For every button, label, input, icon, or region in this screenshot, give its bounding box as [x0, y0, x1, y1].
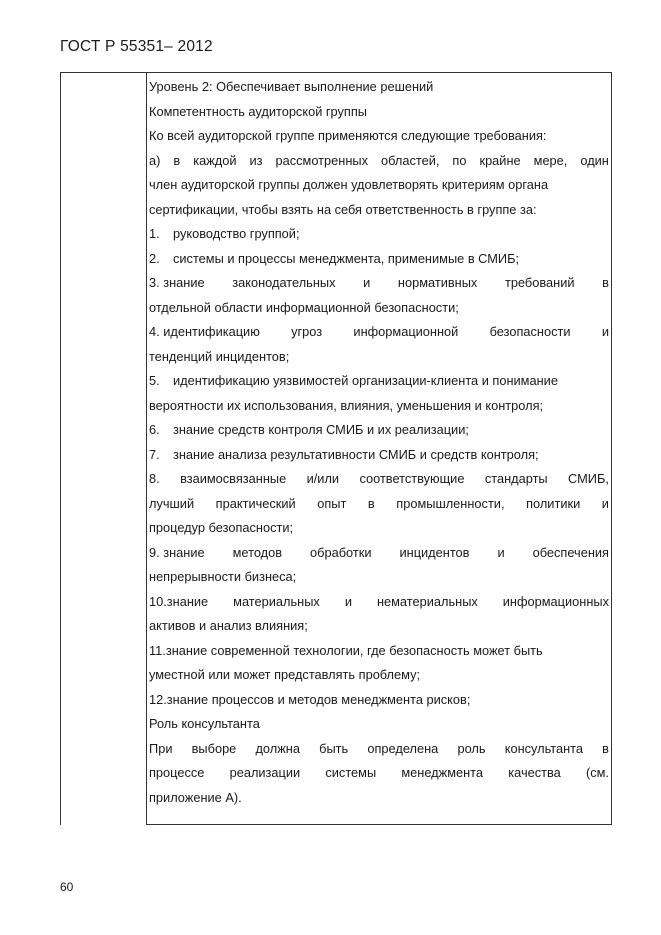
page-number: 60 [60, 880, 74, 894]
word: и [344, 593, 352, 609]
text-line: Компетентность аудиторской группы [149, 103, 367, 119]
list-item-text: системы и процессы менеджмента, применимые в СМИБ; [173, 250, 520, 266]
document-header: ГОСТ Р 55351– 2012 [60, 38, 213, 55]
text-line [149, 443, 609, 468]
text-line: приложение А). [149, 789, 242, 805]
word: системы [325, 765, 377, 780]
word: стандарты [484, 471, 548, 486]
text-line [149, 492, 609, 517]
text-line: Ко всей аудиторской группе применяются следующие требования: [149, 128, 547, 143]
text-line: активов и анализ влияния; [149, 618, 308, 633]
word: роль [457, 740, 486, 756]
text-line: сертификации, чтобы взять на себя ответственность в группе за: [149, 201, 537, 217]
text-line: Уровень 2: Обеспечивает выполнение решений [149, 79, 434, 94]
word: практический [215, 495, 296, 511]
word: консультанта [504, 740, 584, 756]
word: требований [504, 275, 575, 290]
text-line: процедур безопасности; [149, 520, 294, 535]
text-line: отдельной области информационной безопасности; [149, 299, 459, 315]
text-line: 11.знание современной технологии, где безопасность может быть [149, 642, 543, 658]
list-item-text: знание средств контроля СМИБ и их реализации; [173, 422, 469, 437]
text-line [149, 737, 609, 762]
text-line: непрерывности бизнеса; [149, 569, 297, 584]
word: нематериальных [376, 593, 478, 609]
text-line [149, 271, 609, 296]
word: При [149, 740, 173, 756]
list-number: 7. [149, 446, 160, 462]
list-number: 6. [149, 422, 160, 437]
word: лучший [149, 495, 195, 511]
list-number: 1. [149, 226, 160, 241]
word: и/или [306, 471, 340, 486]
list-item-text: знание анализа результативности СМИБ и средств контроля; [173, 446, 539, 462]
word: а) [149, 152, 161, 168]
word: инцидентов [399, 544, 470, 560]
word: в [602, 275, 609, 290]
text-line: тенденций инцидентов; [149, 348, 290, 364]
list-item-text: идентификацию уязвимостей организации-клиента и понимание [173, 373, 558, 388]
word: в [602, 740, 609, 756]
word: выборе [191, 740, 237, 756]
word: в [173, 152, 181, 168]
word: рассмотренных [275, 152, 369, 168]
text-line: Роль консультанта [149, 716, 260, 731]
word: соответствующие [359, 471, 465, 486]
word: определена [367, 740, 439, 756]
word: нормативных [397, 275, 478, 290]
text-line [149, 149, 609, 174]
table-right-column [146, 73, 612, 825]
text-line [149, 541, 609, 566]
word: 10.знание [149, 593, 209, 609]
word: промышленности, [396, 495, 505, 511]
word: политики [526, 495, 581, 511]
word: реализации [229, 765, 301, 780]
text-line [149, 467, 609, 492]
word: областей, [381, 152, 440, 168]
word: крайне [479, 152, 521, 168]
word: информационной [353, 324, 459, 339]
word: по [452, 152, 467, 168]
word: взаимосвязанные [180, 471, 287, 486]
requirements-table [60, 72, 612, 825]
word: должна [255, 740, 300, 756]
word: СМИБ, [568, 471, 609, 486]
word: опыт [317, 495, 347, 511]
word: материальных [233, 593, 320, 609]
text-line [149, 761, 609, 786]
word: и [601, 495, 609, 511]
word: из [249, 152, 263, 168]
table-left-column [60, 73, 147, 825]
word: безопасности [489, 324, 571, 339]
text-line: вероятности их использования, влияния, уменьшения и контроля; [149, 397, 544, 413]
text-line [149, 369, 609, 394]
word: информационных [502, 593, 609, 609]
word: обработки [310, 544, 372, 560]
word: в [367, 495, 375, 511]
word: и [363, 275, 371, 290]
word: быть [319, 740, 349, 756]
word: обеспечения [532, 544, 609, 560]
text-line [149, 418, 609, 443]
word: законодательных [232, 275, 336, 290]
text-line: уместной или может представлять проблему; [149, 667, 421, 682]
word: процессе [149, 765, 205, 780]
word: методов [232, 544, 283, 560]
word: и [601, 324, 609, 339]
text-line [149, 320, 609, 345]
word: один [580, 152, 609, 168]
table-cell-text [149, 75, 609, 810]
word: 3. знание [149, 275, 205, 290]
list-number: 5. [149, 373, 160, 388]
word: мере, [533, 152, 568, 168]
word: 8. [149, 471, 160, 486]
word: (см. [585, 765, 609, 780]
word: каждой [193, 152, 237, 168]
word: качества [508, 765, 561, 780]
word: 9. знание [149, 544, 205, 560]
list-number: 2. [149, 250, 160, 266]
text-line [149, 590, 609, 615]
text-line: 12.знание процессов и методов менеджмента рисков; [149, 691, 471, 707]
word: 4. идентификацию [149, 324, 260, 339]
word: угроз [291, 324, 323, 339]
list-item-text: руководство группой; [173, 226, 300, 241]
text-line: член аудиторской группы должен удовлетворять критериям органа [149, 177, 549, 192]
text-line [149, 247, 609, 272]
word: и [497, 544, 505, 560]
text-line [149, 222, 609, 247]
word: менеджмента [401, 765, 484, 780]
